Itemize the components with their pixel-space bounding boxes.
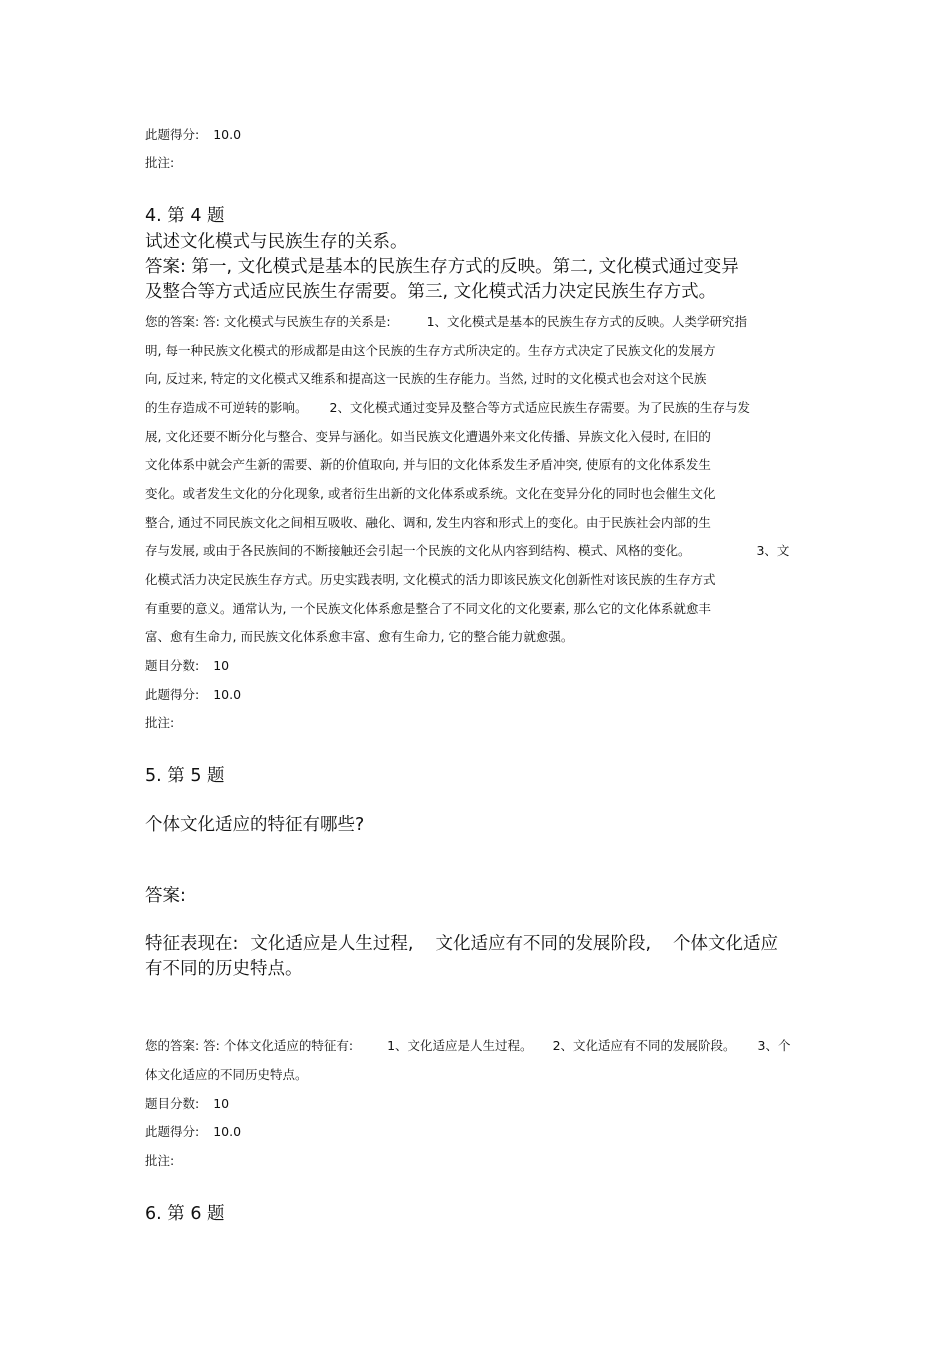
- q5-heading: 5. 第 5 题: [145, 766, 225, 786]
- score-value: 10.0: [213, 687, 242, 702]
- q4-comment-label: 批注:: [145, 715, 175, 730]
- q5-answer-line-1: 特征表现在: 文化适应是人生过程, 文化适应有不同的发展阶段, 个体文化适应: [145, 934, 779, 954]
- q4-your-answer-line: 化模式活力决定民族生存方式。历史实践表明, 文化模式的活力即该民族文化创新性对该民族的生存方式: [145, 572, 716, 587]
- q4-your-answer-line: 存与发展, 或由于各民族间的不断接触还会引起一个民族的文化从内容到结构、模式、风格的变化。 3、文: [145, 543, 790, 558]
- q4-question: 试述文化模式与民族生存的关系。: [145, 232, 408, 252]
- q4-your-answer-line: 有重要的意义。通常认为, 一个民族文化体系愈是整合了不同文化的文化要素, 那么它的文化体系就愈丰: [145, 601, 711, 616]
- q4-answer-line-1: 答案: 第一, 文化模式是基本的民族生存方式的反映。第二, 文化模式通过变异: [145, 257, 739, 277]
- score-value: 10.0: [213, 1124, 242, 1139]
- prev-score-row: [145, 127, 241, 143]
- q4-your-answer-line: 文化体系中就会产生新的需要、新的价值取向, 并与旧的文化体系发生矛盾冲突, 使原有的文化体系发生: [145, 457, 711, 472]
- q4-your-answer-line: 整合, 通过不同民族文化之间相互吸收、融化、调和, 发生内容和形式上的变化。由于民族社会内部的生: [145, 515, 711, 530]
- q4-answer-line-2: 及整合等方式适应民族生存需要。第三, 文化模式活力决定民族生存方式。: [145, 282, 717, 302]
- q5-score-row: [145, 1124, 241, 1140]
- q4-heading: 4. 第 4 题: [145, 206, 225, 226]
- score-value: 10.0: [213, 127, 242, 142]
- points-value: 10: [213, 1096, 230, 1111]
- q5-points-row: [145, 1096, 229, 1112]
- q5-answer-label: 答案:: [145, 886, 186, 906]
- score-label: 此题得分:: [145, 127, 200, 142]
- q4-your-answer-line: 变化。或者发生文化的分化现象, 或者衍生出新的文化体系或系统。文化在变异分化的同时也会催生文化: [145, 486, 716, 501]
- points-label: 题目分数:: [145, 658, 200, 673]
- q4-score-row: [145, 687, 241, 703]
- score-label: 此题得分:: [145, 687, 200, 702]
- q4-your-answer-line: 明, 每一种民族文化模式的形成都是由这个民族的生存方式所决定的。生存方式决定了民族文化的发展方: [145, 343, 716, 358]
- q4-your-answer-line: 的生存造成不可逆转的影响。 2、文化模式通过变异及整合等方式适应民族生存需要。为了民族的生存与发: [145, 400, 750, 415]
- q4-your-answer-line: 富、愈有生命力, 而民族文化体系愈丰富、愈有生命力, 它的整合能力就愈强。: [145, 629, 574, 644]
- q5-question: 个体文化适应的特征有哪些?: [145, 815, 365, 835]
- score-label: 此题得分:: [145, 1124, 200, 1139]
- q5-comment-label: 批注:: [145, 1153, 175, 1168]
- points-value: 10: [213, 658, 230, 673]
- q4-your-answer-line: 向, 反过来, 特定的文化模式又维系和提高这一民族的生存能力。当然, 过时的文化模式也会对这个民族: [145, 371, 707, 386]
- q4-points-row: [145, 658, 229, 674]
- q4-your-answer-line: 展, 文化还要不断分化与整合、变异与涵化。如当民族文化遭遇外来文化传播、异族文化入侵时, 在旧的: [145, 429, 711, 444]
- points-label: 题目分数:: [145, 1096, 200, 1111]
- q6-heading: 6. 第 6 题: [145, 1204, 225, 1224]
- q4-your-answer-line: 您的答案: 答: 文化模式与民族生存的关系是: 1、文化模式是基本的民族生存方式的反映。人类学研究指: [145, 314, 748, 329]
- prev-comment-label: 批注:: [145, 155, 175, 170]
- q5-your-answer-line: 您的答案: 答: 个体文化适应的特征有: 1、文化适应是人生过程。 2、文化适应有不同的发展阶段。 3、个: [145, 1038, 791, 1053]
- q5-your-answer-line: 体文化适应的不同历史特点。: [145, 1067, 308, 1082]
- q5-answer-line-2: 有不同的历史特点。: [145, 959, 303, 979]
